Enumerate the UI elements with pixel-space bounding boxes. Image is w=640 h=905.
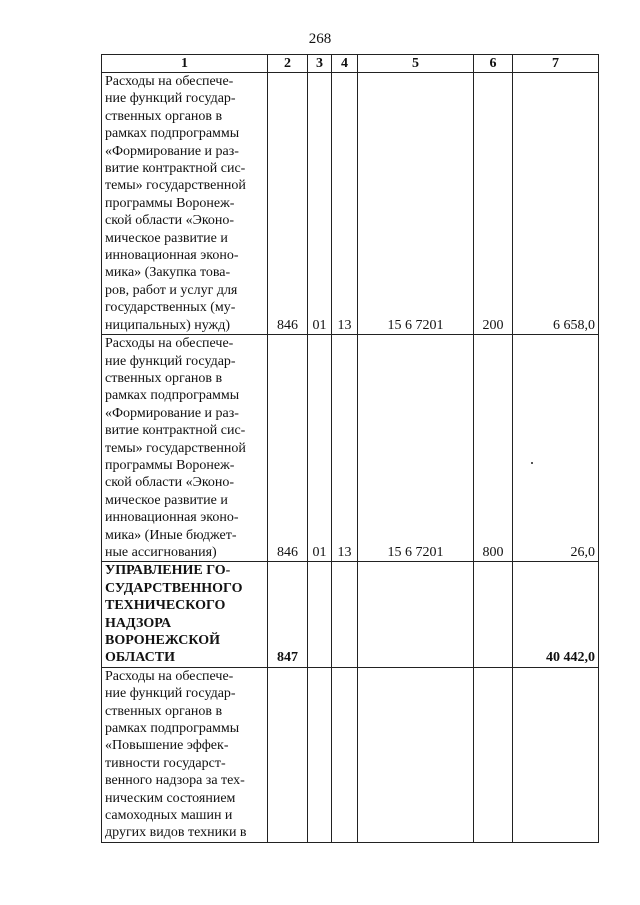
row-description: Расходы на обеспече- ние функций государ- ственных органов в рамках подпрограммы «Формирование и раз- витие контрактной сис- темы» государственной программы Воронеж- ской области «Эконо- мическое развитие и инновационная эконо- мика» (Закупка това- ров, работ и услуг для государственных (му- ниципальных) нужд) [102,73,268,335]
table-row [102,667,599,842]
row-description: Расходы на обеспече- ние функций государ- ственных органов в рамках подпрограммы «Формирование и раз- витие контрактной сис- темы» государственной программы Воронеж- ской области «Эконо- мическое развитие и инновационная эконо- мика» (Иные бюджет- ные ассигнования) [102,335,268,562]
row-amount: 26,0 [513,335,599,562]
table-row [102,73,599,335]
row-target-article: 15 6 7201 [358,335,474,562]
column-header-7: 7 [513,55,599,73]
column-header-5: 5 [358,55,474,73]
row-section: 01 [308,73,332,335]
row-expense-type [474,562,513,667]
budget-table [101,54,599,843]
table-row [102,562,599,667]
row-subsection: 13 [332,335,358,562]
column-header-2: 2 [268,55,308,73]
row-amount: 40 442,0 [513,562,599,667]
row-code [268,667,308,842]
table-row [102,335,599,562]
row-amount: 6 658,0 [513,73,599,335]
row-subsection: 13 [332,73,358,335]
page-number: 268 [308,31,332,47]
row-code: 846 [268,335,308,562]
column-header-1: 1 [102,55,268,73]
row-section [308,667,332,842]
row-amount [513,667,599,842]
row-target-article [358,562,474,667]
column-header-6: 6 [474,55,513,73]
row-target-article [358,667,474,842]
row-subsection [332,667,358,842]
row-subsection [332,562,358,667]
header-row [102,55,599,73]
row-description: Расходы на обеспече- ние функций государ- ственных органов в рамках подпрограммы «Повышение эффек- тивности государст- венного надзора за тех- ническим состоянием самоходных машин и других видов техники в [102,667,268,842]
row-section: 01 [308,335,332,562]
scan-speck [531,462,533,464]
row-description: УПРАВЛЕНИЕ ГО- СУДАРСТВЕННОГО ТЕХНИЧЕСКОГО НАДЗОРА ВОРОНЕЖСКОЙ ОБЛАСТИ [102,562,268,667]
row-section [308,562,332,667]
row-code: 846 [268,73,308,335]
row-expense-type [474,667,513,842]
row-target-article: 15 6 7201 [358,73,474,335]
row-expense-type: 800 [474,335,513,562]
column-header-4: 4 [332,55,358,73]
column-header-3: 3 [308,55,332,73]
row-expense-type: 200 [474,73,513,335]
row-code: 847 [268,562,308,667]
